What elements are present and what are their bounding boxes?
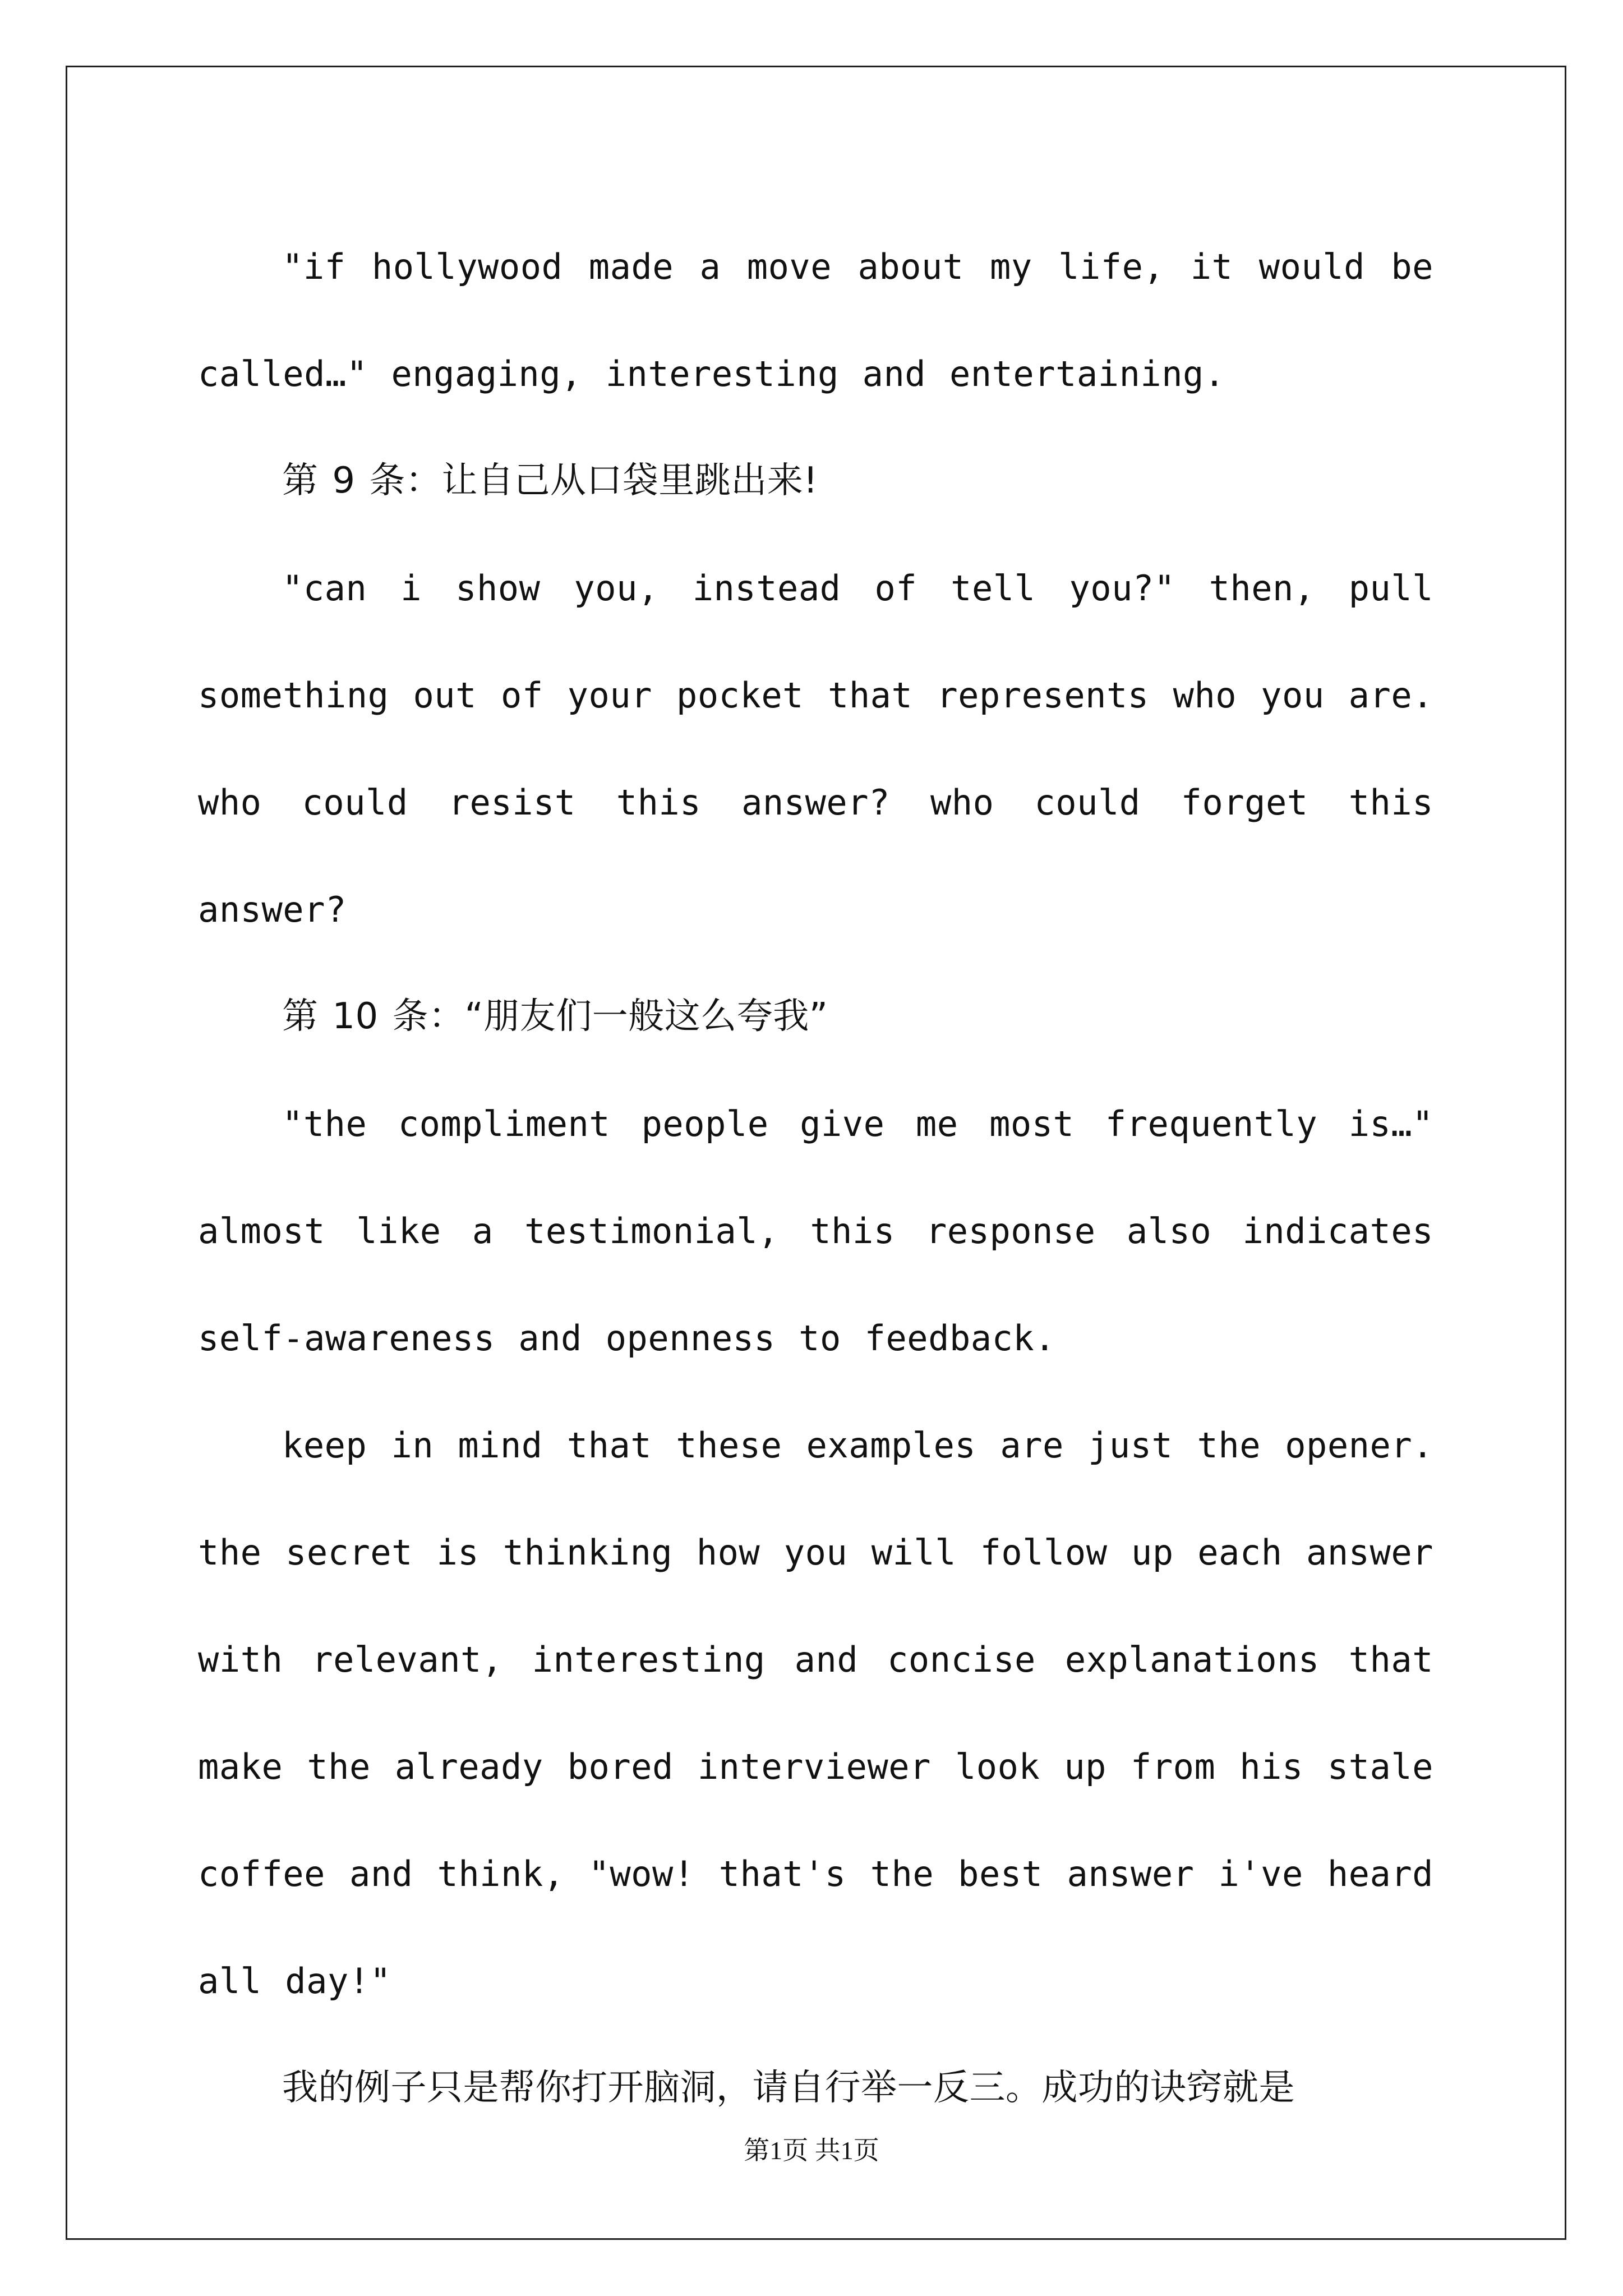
paragraph-hollywood: "if hollywood made a move about my life, it would be called…" engaging, interesting and entertaining.	[198, 246, 1433, 394]
paragraph-keep-in-mind: keep in mind that these examples are just the opener. the secret is thinking how you will follow up each answer with relevant, interesting and concise explanations that make the already bored interviewer look up from his stale coffee and think, "wow! that's the best answer i've heard all day!"	[198, 1425, 1433, 2001]
page-number-footer: 第1页 共1页	[744, 2136, 879, 2165]
paragraph-conclusion: 我的例子只是帮你打开脑洞，请自行举一反三。成功的诀窍就是	[282, 2067, 1295, 2109]
heading-rule-10: 第 10 条：“朋友们一般这么夸我”	[282, 996, 828, 1037]
heading-rule-9: 第 9 条：让自己从口袋里跳出来!	[282, 460, 818, 501]
paragraph-compliment: "the compliment people give me most frequently is…" almost like a testimonial, this response also indicates self-awareness and openness to feedback.	[198, 1103, 1433, 1359]
document-body	[198, 213, 1433, 2142]
paragraph-show-you: "can i show you, instead of tell you?" then, pull something out of your pocket that represents who you are. who could resist this answer? who could forget this answer?	[198, 568, 1433, 930]
